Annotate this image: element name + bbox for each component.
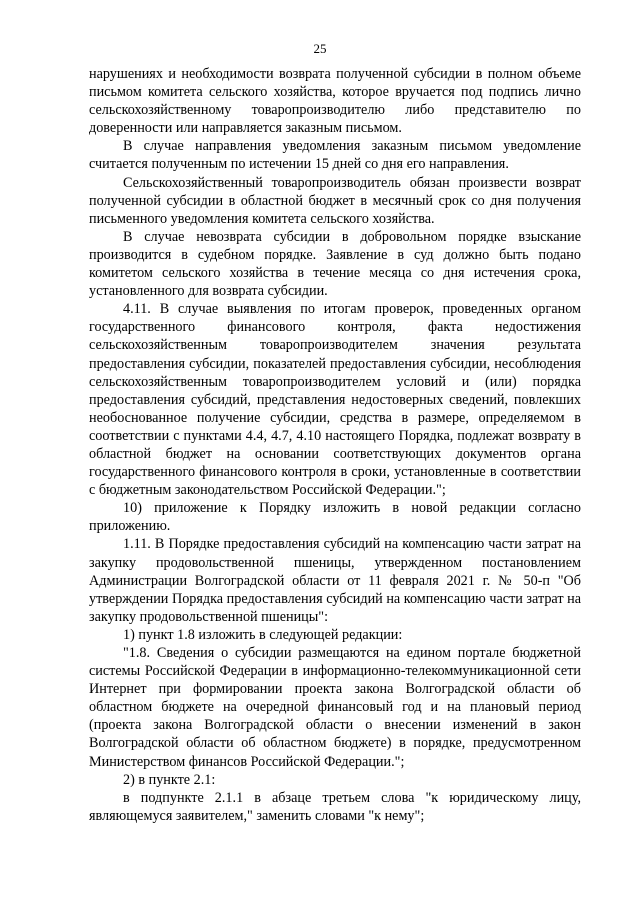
page-number: 25: [313, 41, 327, 56]
paragraph-item-10: 10) приложение к Порядку изложить в новой редакции согласно приложению.: [89, 500, 581, 535]
paragraph-court-recovery: В случае невозврата субсидии в добровольном порядке взыскание производится в судебном порядке. Заявление в суд должно быть подано комитетом сельского хозяйства в течение месяца со дня истечения срока, установленного для возврата субсидии.: [89, 228, 581, 300]
paragraph-continuation: нарушениях и необходимости возврата полученной субсидии в полном объеме письмом комитета сельского хозяйства, которое вручается под подпись лично сельскохозяйственному товаропроизводителю либо представителю по доверенности или направляется заказным письмом.: [89, 66, 581, 137]
paragraph-1-8: "1.8. Сведения о субсидии размещаются на едином портале бюджетной системы Российской Федерации в информационно-телекоммуникационной сети Интернет при формировании проекта закона Волгоградской области об областном бюджете на очередной финансовый год и на плановый период (проекта закона Волгоградской области о внесении изменений в закон Волгоградской области об областном бюджете) в порядке, предусмотренном Министерством финансов Российской Федерации.";: [89, 645, 581, 770]
paragraph-4-11: 4.11. В случае выявления по итогам проверок, проведенных органом государственного финансового контроля, факта недостижения сельскохозяйственным товаропроизводителем значения результата предоставления субсидии, показателей предоставления субсидии, несоблюдения сельскохозяйственным товаропроизводителем условий и (или) порядка предоставления субсидий, представления недостоверных сведений, повлекших необоснованное получение субсидии, средства в размере, определяемом в соответствии с пунктами 4.4, 4.7, 4.10 настоящего Порядка, подлежат возврату в областной бюджет на основании соответствующих документов органа государственного финансового контроля в сроки, установленные в соответствии с бюджетным законодательством Российской Федерации.";: [89, 301, 581, 499]
paragraph-1-11: 1.11. В Порядке предоставления субсидий на компенсацию части затрат на закупку продовольственной пшеницы, утвержденном постановлением Администрации Волгоградской области от 11 февраля 2021 г. № 50-п "Об утверждении Порядка предоставления субсидий на компенсацию части затрат на закупку продовольственной пшеницы":: [89, 536, 581, 625]
paragraph-refund-obligation: Сельскохозяйственный товаропроизводитель обязан произвести возврат полученной субсидии в областной бюджет в месячный срок со дня получения письменного уведомления комитета сельского хозяйства.: [89, 174, 581, 227]
paragraph-subpoint-2-1-1: в подпункте 2.1.1 в абзаце третьем слова "к юридическому лицу, являющемуся заявителем," заменить словами "к нему";: [89, 789, 581, 824]
paragraph-item-2: 2) в пункте 2.1:: [123, 771, 216, 788]
paragraph-registered-mail: В случае направления уведомления заказным письмом уведомление считается полученным по истечении 15 дней со дня его направления.: [89, 138, 581, 173]
paragraph-item-1: 1) пункт 1.8 изложить в следующей редакции:: [123, 626, 403, 643]
document-body: [89, 65, 581, 825]
